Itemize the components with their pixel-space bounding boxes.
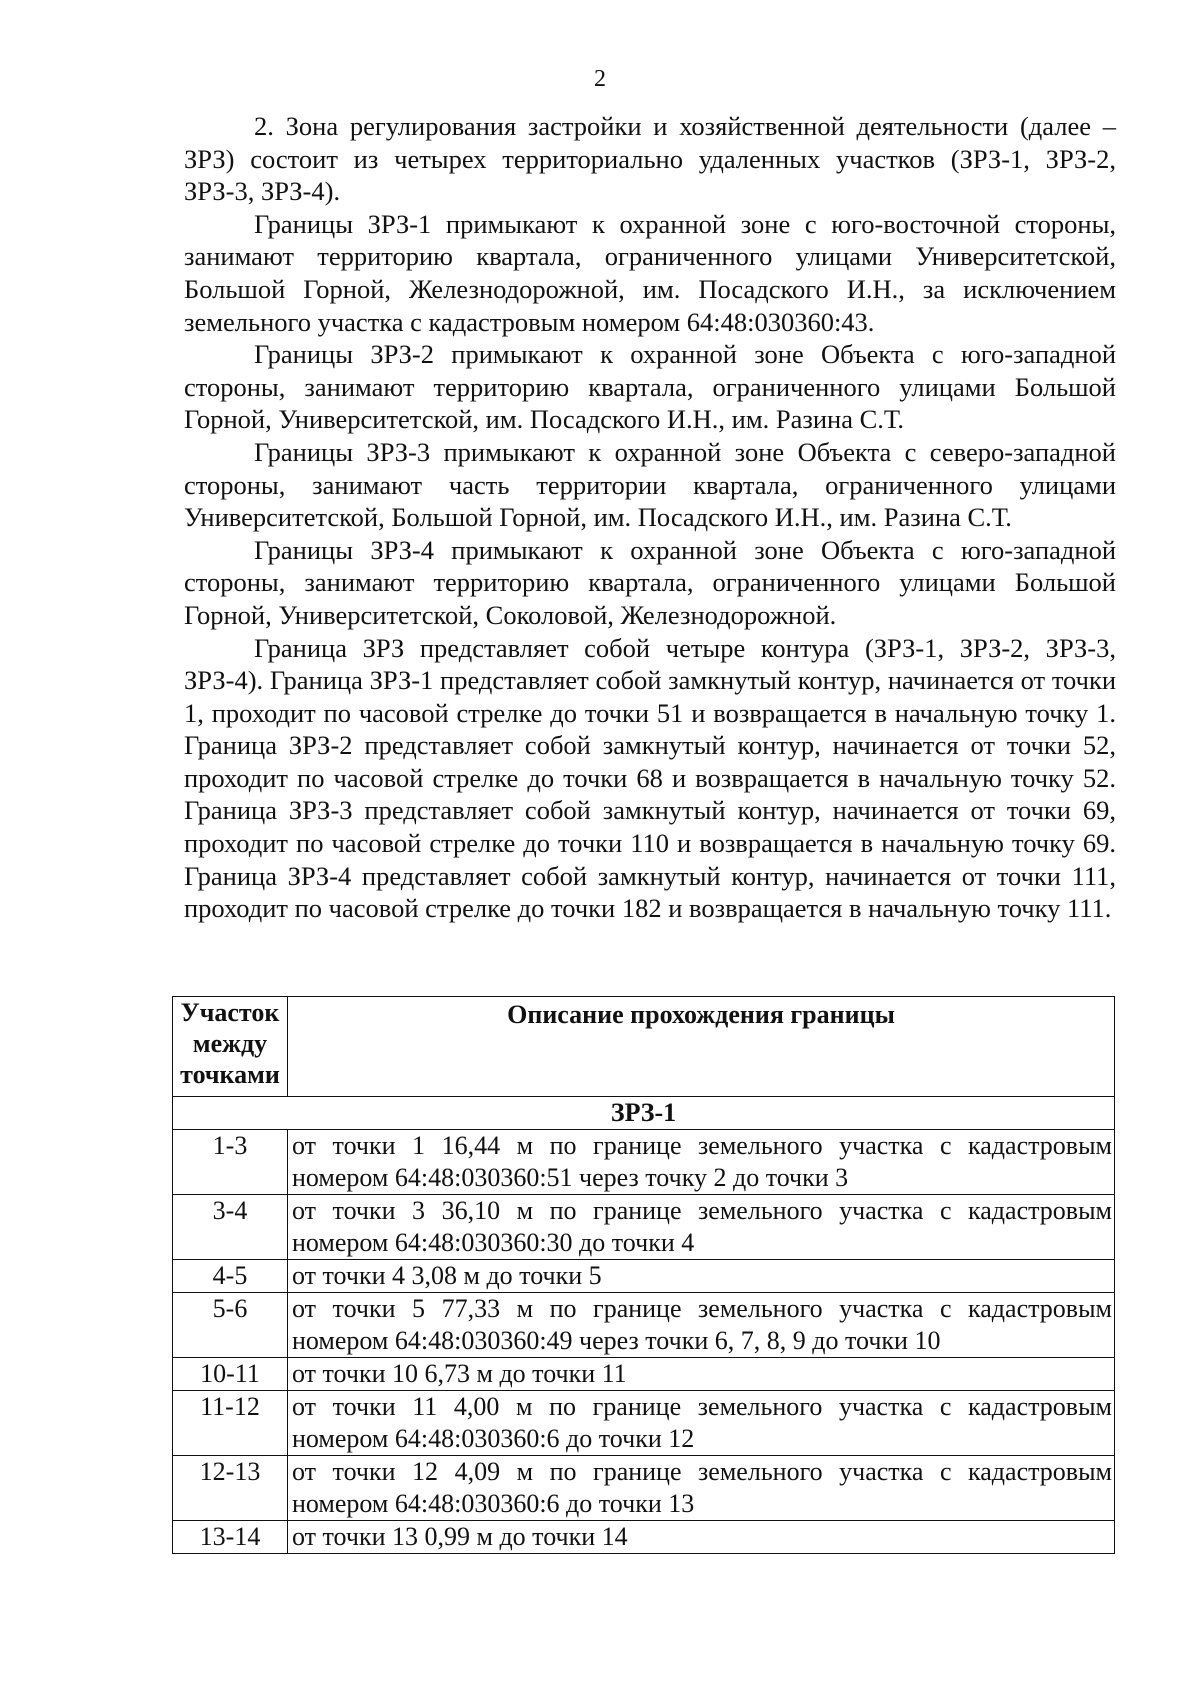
row-segment: 13-14 [173,1521,288,1554]
row-segment: 1-3 [173,1130,288,1195]
table-row [173,1130,1115,1195]
paragraph-zrz3-boundaries: Границы ЗРЗ-3 примыкают к охранной зоне Объекта с северо-западной стороны, занимают часть территории квартала, ограниченного улицами Университетской, Большой Горной, им. Посадского И.Н., им. Разина С.Т. [184,436,1116,533]
boundary-table-wrapper [172,996,1115,1554]
paragraph-contours: Граница ЗРЗ представляет собой четыре контура (ЗРЗ-1, ЗРЗ-2, ЗРЗ-3, ЗРЗ-4). Граница ЗРЗ-1 представляет собой замкнутый контур, начинается от точки 1, проходит по часовой стрелке до точки 51 и возвращается в начальную точку 1. Граница ЗРЗ-2 представляет собой замкнутый контур, начинается от точки 52, проходит по часовой стрелке до точки 68 и возвращается в начальную точку 52. Граница ЗРЗ-3 представляет собой замкнутый контур, начинается от точки 69, проходит по часовой стрелке до точки 110 и возвращается в начальную точку 69. Граница ЗРЗ-4 представляет собой замкнутый контур, начинается от точки 111, проходит по часовой стрелке до точки 182 и возвращается в начальную точку 111. [184,632,1116,924]
row-segment: 5-6 [173,1293,288,1358]
paragraph-zrz1-boundaries: Границы ЗРЗ-1 примыкают к охранной зоне с юго-восточной стороны, занимают территорию квартала, ограниченного улицами Университетской, Большой Горной, Железнодорожной, им. Посадского И.Н., за исключением земельного участка с кадастровым номером 64:48:030360:43. [184,208,1116,337]
table-row [173,1391,1115,1456]
row-segment: 3-4 [173,1195,288,1260]
table-row [173,1293,1115,1358]
paragraph-zrz2-boundaries: Границы ЗРЗ-2 примыкают к охранной зоне Объекта с юго-западной стороны, занимают территорию квартала, ограниченного улицами Большой Горной, Университетской, им. Посадского И.Н., им. Разина С.Т. [184,339,1116,435]
paragraph-zrz-intro: 2. Зона регулирования застройки и хозяйственной деятельности (далее – ЗРЗ) состоит из четырех территориально удаленных участков (ЗРЗ-1, ЗРЗ-2, ЗРЗ-3, ЗРЗ-4). [184,111,1116,207]
table-row [173,1260,1115,1293]
header-segment: Участок между точками [173,997,288,1097]
row-description: от точки 10 6,73 м до точки 11 [288,1358,1115,1391]
row-description: от точки 11 4,00 м по границе земельного участка с кадастровым номером 64:48:030360:6 до точки 12 [288,1391,1115,1456]
boundary-table [172,996,1115,1554]
row-description: от точки 1 16,44 м по границе земельного участка с кадастровым номером 64:48:030360:51 через точку 2 до точки 3 [288,1130,1115,1195]
page-number: 2 [594,66,606,92]
zone-label: ЗРЗ-1 [173,1097,1115,1130]
row-description: от точки 12 4,09 м по границе земельного участка с кадастровым номером 64:48:030360:6 до точки 13 [288,1456,1115,1521]
table-row [173,1358,1115,1391]
row-segment: 12-13 [173,1456,288,1521]
table-row [173,1521,1115,1554]
row-segment: 4-5 [173,1260,288,1293]
row-segment: 11-12 [173,1391,288,1456]
table-header-row [173,997,1115,1097]
row-description: от точки 13 0,99 м до точки 14 [288,1521,1115,1554]
row-description: от точки 3 36,10 м по границе земельного участка с кадастровым номером 64:48:030360:30 до точки 4 [288,1195,1115,1260]
zone-row [173,1097,1115,1130]
row-description: от точки 4 3,08 м до точки 5 [288,1260,1115,1293]
header-description: Описание прохождения границы [288,997,1115,1097]
paragraph-zrz4-boundaries: Границы ЗРЗ-4 примыкают к охранной зоне Объекта с юго-западной стороны, занимают территорию квартала, ограниченного улицами Большой Горной, Университетской, Соколовой, Железнодорожной. [184,534,1116,630]
table-row [173,1456,1115,1521]
document-body [184,110,1116,925]
row-segment: 10-11 [173,1358,288,1391]
table-row [173,1195,1115,1260]
row-description: от точки 5 77,33 м по границе земельного участка с кадастровым номером 64:48:030360:49 через точки 6, 7, 8, 9 до точки 10 [288,1293,1115,1358]
